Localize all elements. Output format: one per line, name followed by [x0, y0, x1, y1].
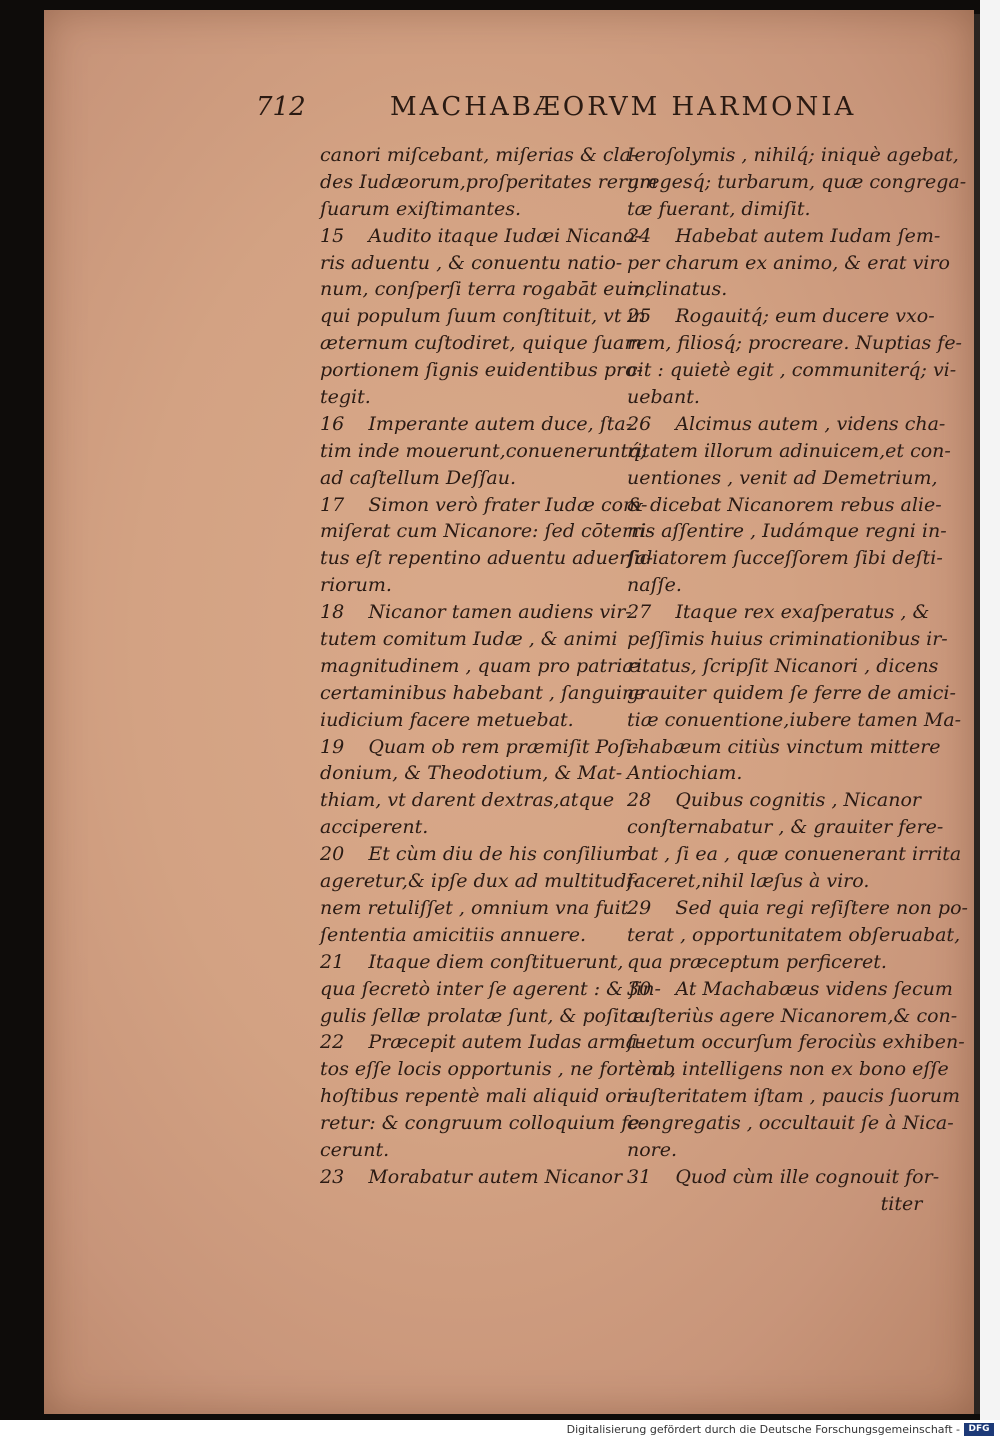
text-line: nore. — [627, 1138, 678, 1161]
text-line: canori miſcebant, miſerias & cla- — [320, 144, 638, 166]
text-line: tutem comitum Iudæ , & animi — [320, 628, 618, 651]
text-line: tem , intelligens non ex bono eſſe — [627, 1058, 949, 1081]
text-line: æternum cuſtodiret, quique ſuam — [320, 332, 643, 355]
text-line: tos eſſe locis opportunis , ne fortè ab — [320, 1058, 676, 1081]
text-line: ris aduentu , & conuentu natio- — [320, 251, 623, 274]
text-line: 15 Audito itaque Iudæi Nicano- — [320, 224, 642, 247]
text-line: gulis ſellæ prolatæ ſunt, & poſitæ. — [320, 1004, 651, 1027]
text-line: thiam, vt darent dextras,atque — [320, 789, 615, 812]
text-line: terat , opportunitatem obſeruabat, — [627, 923, 961, 946]
text-line: naſſe. — [627, 574, 682, 597]
text-line: bat , ſi ea , quæ conuenerant irrita — [627, 843, 962, 866]
text-line: chabæum citiùs vinctum mittere — [627, 735, 941, 758]
text-line: auſteriùs agere Nicanorem,& con- — [627, 1004, 958, 1027]
text-line: tim inde mouerunt,conueneruntq́; — [320, 439, 647, 462]
text-line: uentiones , venit ad Demetrium, — [627, 466, 938, 489]
text-line: conſternabatur , & grauiter fere- — [627, 816, 944, 839]
text-line: 30 At Machabæus videns ſecum — [627, 977, 953, 1000]
text-line: donium, & Theodotium, & Mat- — [320, 762, 623, 785]
text-line: des Iudæorum,proſperitates rerum — [320, 170, 658, 193]
text-line: cit : quietè egit , communiterq́; vi- — [627, 359, 957, 382]
text-line: acciperent. — [320, 816, 429, 839]
text-line: ſententia amicitiis annuere. — [320, 923, 587, 946]
funding-note: Digitalisierung gefördert durch die Deutsche Forschungsgemeinschaft - — [566, 1423, 960, 1436]
text-line: magnitudinem , quam pro patriæ — [320, 654, 641, 677]
text-line: 21 Itaque diem conſtituerunt, — [320, 950, 624, 973]
text-line: 31 Quod cùm ille cognouit for- — [627, 1165, 940, 1188]
text-line: certaminibus habebant , ſanguine — [320, 681, 646, 704]
text-line: titer — [627, 1192, 923, 1215]
right-text-column — [627, 142, 968, 1218]
text-line: gregesq́; turbarum, quæ congrega- — [627, 170, 967, 193]
text-line: ſidiatorem ſucceſſorem ſibi deſti- — [627, 547, 943, 570]
dfg-logo: DFG — [964, 1423, 994, 1436]
text-line: & dicebat Nicanorem rebus alie- — [627, 493, 942, 516]
text-line: nem retuliſſet , omnium vna fuit — [320, 896, 629, 919]
text-line: ritatem illorum adinuicem,et con- — [627, 439, 951, 462]
text-line: portionem ſignis euidentibus pro- — [320, 359, 643, 382]
text-line: ritatus, ſcripſit Nicanori , dicens — [627, 654, 939, 677]
text-line: 17 Simon verò frater Iudæ com- — [320, 493, 648, 516]
text-line: 28 Quibus cognitis , Nicanor — [627, 789, 921, 812]
text-line: grauiter quidem ſe ferre de amici- — [627, 681, 956, 704]
text-line: inclinatus. — [627, 278, 728, 301]
running-head — [256, 92, 856, 136]
scan-margin — [980, 0, 1000, 1420]
text-line: 26 Alcimus autem , videns cha- — [627, 412, 946, 435]
text-line: iudicium facere metuebat. — [320, 708, 574, 731]
text-line: Ieroſolymis , nihilq́; iniquè agebat, — [627, 144, 959, 166]
text-line: qua ſecretò inter ſe agerent : & ſin- — [320, 977, 661, 1000]
text-line: cerunt. — [320, 1138, 390, 1161]
text-line: tiæ conuentione,iubere tamen Ma- — [627, 708, 962, 731]
text-line: 24 Habebat autem Iudam ſem- — [627, 224, 941, 247]
text-line: 27 Itaque rex exaſperatus , & — [627, 601, 930, 624]
page-number: 712 — [256, 92, 306, 122]
text-line: congregatis , occultauit ſe à Nica- — [627, 1112, 954, 1135]
text-line: 16 Imperante autem duce, ſta- — [320, 412, 633, 435]
text-line: 23 Morabatur autem Nicanor — [320, 1165, 623, 1188]
text-line: Antiochiam. — [627, 762, 743, 785]
text-line: retur: & congruum colloquium fe- — [320, 1112, 646, 1135]
text-line: per charum ex animo, & erat viro — [627, 251, 950, 274]
footer-bar — [0, 1421, 1000, 1438]
text-line: 18 Nicanor tamen audiens vir- — [320, 601, 632, 624]
text-line: 20 Et cùm diu de his conſilium — [320, 843, 633, 866]
text-line: 25 Rogauitq́; eum ducere vxo- — [627, 305, 935, 328]
text-line: riorum. — [320, 574, 392, 597]
text-line: qui populum ſuum conſtituit, vt in — [320, 305, 646, 328]
page-title: MACHABÆORVM HARMONIA — [390, 92, 857, 122]
text-line: ad caſtellum Deſſau. — [320, 466, 517, 489]
text-line: ſuarum exiſtimantes. — [320, 197, 522, 220]
text-line: nis aſſentire , Iudámque regni in- — [627, 520, 947, 543]
text-line: tegit. — [320, 386, 371, 409]
text-line: peſſimis huius criminationibus ir- — [627, 628, 948, 651]
text-line: uebant. — [627, 386, 700, 409]
text-line: 19 Quam ob rem præmiſit Poſi- — [320, 735, 639, 758]
text-line: rem, filiosq́; procreare. Nuptias fe- — [627, 332, 962, 355]
text-line: hoſtibus repentè mali aliquid ori- — [320, 1085, 639, 1108]
text-line: miſerat cum Nicanore: ſed cōterri- — [320, 520, 653, 543]
text-line: ageretur,& ipſe dux ad multitudi- — [320, 870, 639, 893]
text-line: faceret,nihil læſus à viro. — [627, 870, 870, 893]
text-line: auſteritatem iſtam , paucis ſuorum — [627, 1085, 961, 1108]
text-line: tæ fuerant, dimiſit. — [627, 197, 811, 220]
text-line: 22 Præcepit autem Iudas arma- — [320, 1031, 644, 1054]
text-line: tus eſt repentino aduentu aduerſa- — [320, 547, 653, 570]
text-line: qua præceptum perficeret. — [627, 950, 887, 973]
text-line: num, conſperſi terra rogabāt eum, — [320, 278, 651, 301]
text-line: ſuetum occurſum ferociùs exhiben- — [627, 1031, 965, 1054]
text-line: 29 Sed quia regi reſiſtere non po- — [627, 896, 968, 919]
